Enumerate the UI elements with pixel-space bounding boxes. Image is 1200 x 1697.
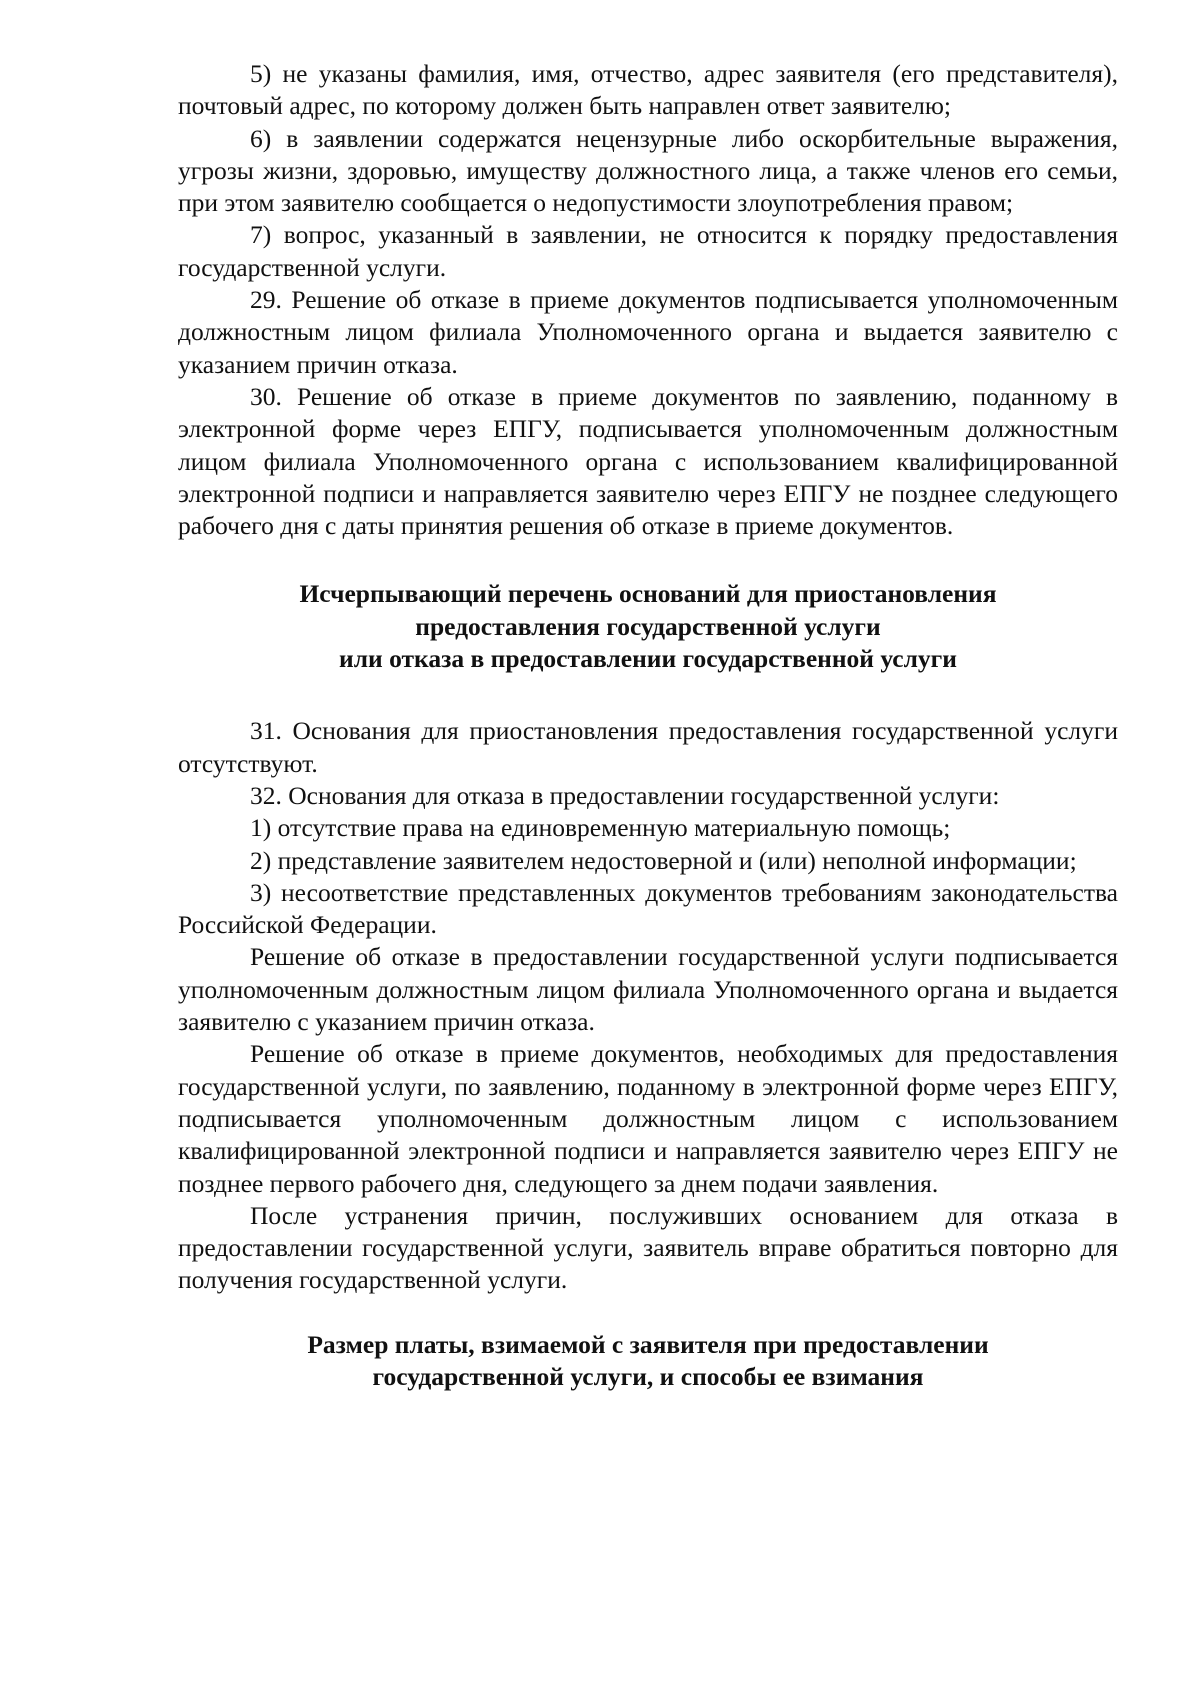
heading-line: государственной услуги, и способы ее взимания (372, 1361, 924, 1391)
paragraph-32: 32. Основания для отказа в предоставлении государственной услуги: (250, 780, 1000, 810)
paragraph-30: 30. Решение об отказе в приеме документов по заявлению, поданному в электронной форме через ЕПГУ, подписывается уполномоченным должностным лицом филиала Уполномоченного органа с использованием квалифицированной электронной подписи и направляется заявителю через ЕПГУ не позднее следующего рабочего дня с даты принятия решения об отказе в приеме документов. (178, 381, 1118, 541)
heading-line: Исчерпывающий перечень оснований для приостановления (299, 579, 997, 609)
spacer (178, 1297, 1118, 1329)
spacer (178, 675, 1118, 715)
paragraph-reapply: После устранения причин, послуживших основанием для отказа в предоставлении государственной услуги, заявитель вправе обратиться повторно для получения государственной услуги. (178, 1200, 1118, 1295)
paragraph-item-7: 7) вопрос, указанный в заявлении, не относится к порядку предоставления государственной услуги. (178, 220, 1118, 282)
document-body (178, 58, 1118, 1393)
paragraph-item-6: 6) в заявлении содержатся нецензурные либо оскорбительные выражения, угрозы жизни, здоровью, имуществу должностного лица, а также членов его семьи, при этом заявителю сообщается о недопустимости злоупотребления правом; (178, 123, 1118, 218)
section-heading-fee (178, 1329, 1118, 1394)
heading-line: предоставления государственной услуги (415, 611, 881, 641)
heading-line: или отказа в предоставлении государственной услуги (339, 644, 957, 674)
paragraph-29: 29. Решение об отказе в приеме документов подписывается уполномоченным должностным лицом филиала Уполномоченного органа и выдается заявителю с указанием причин отказа. (178, 285, 1118, 379)
paragraph-32-item-3: 3) несоответствие представленных документов требованиям законодательства Российской Федерации. (178, 877, 1118, 940)
paragraph-32-item-2: 2) представление заявителем недостоверной и (или) неполной информации; (250, 845, 1077, 875)
paragraph-item-5: 5) не указаны фамилия, имя, отчество, адрес заявителя (его представителя), почтовый адрес, по которому должен быть направлен ответ заявителю; (178, 59, 1118, 121)
paragraph-electronic-refusal: Решение об отказе в приеме документов, необходимых для предоставления государственной услуги, по заявлению, поданному в электронной форме через ЕПГУ, подписывается уполномоченным должностным лицом с использованием квалифицированной электронной подписи и направляется заявителю через ЕПГУ не позднее первого рабочего дня, следующего за днем подачи заявления. (178, 1039, 1118, 1198)
paragraph-31: 31. Основания для приостановления предоставления государственной услуги отсутствуют. (178, 716, 1118, 778)
section-heading-suspension-refusal (178, 578, 1118, 675)
heading-line: Размер платы, взимаемой с заявителя при предоставлении (307, 1329, 989, 1359)
paragraph-refusal-decision: Решение об отказе в предоставлении государственной услуги подписывается уполномоченным должностным лицом филиала Уполномоченного органа и выдается заявителю с указанием причин отказа. (178, 942, 1118, 1037)
spacer (178, 542, 1118, 578)
paragraph-32-item-1: 1) отсутствие права на единовременную материальную помощь; (250, 813, 951, 843)
